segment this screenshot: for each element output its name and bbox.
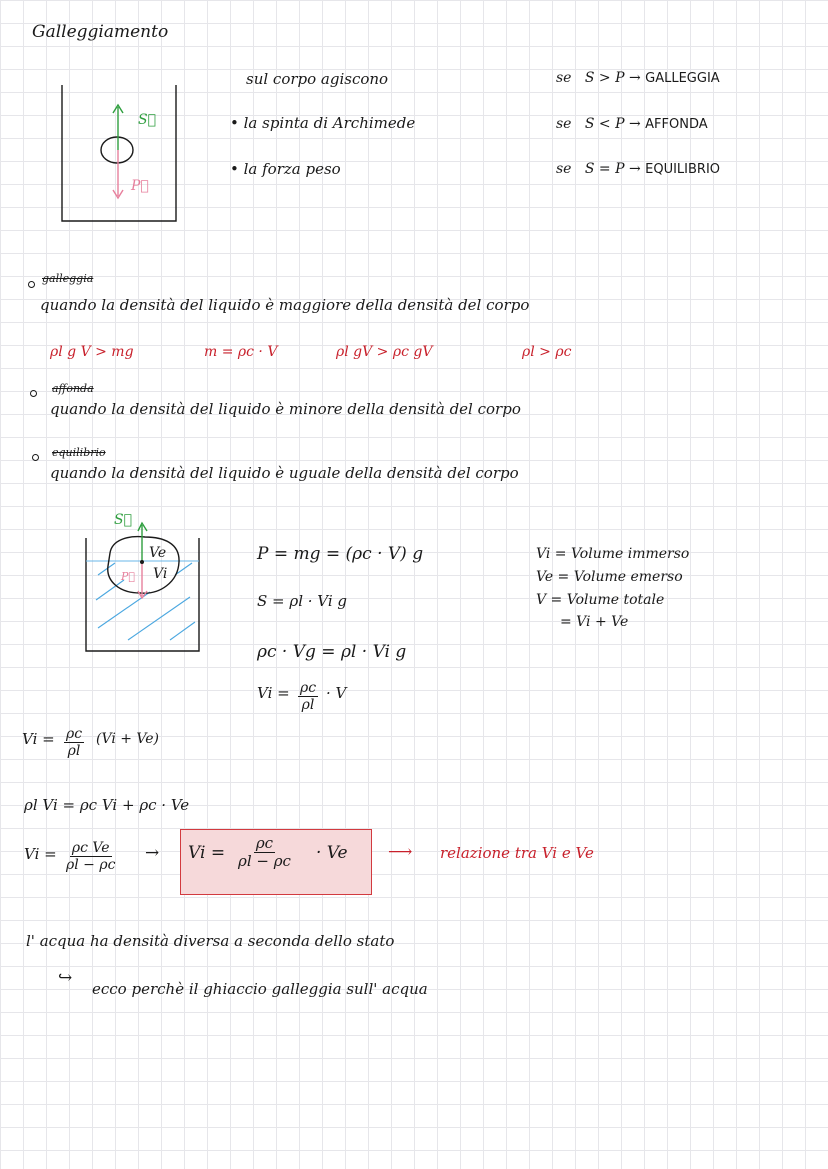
fraction-numerator: ρc [300,680,317,696]
label-vi: Vi [153,566,168,582]
derivation-line1-fraction [64,726,84,759]
bullet-galleggia [28,281,35,288]
forces-intro: sul corpo agiscono [246,70,389,88]
equation-vi-tail: · V [326,684,347,702]
condition-prefix: se [556,161,572,177]
result-lhs: Vi = [188,843,226,863]
condition-relation: S < P [584,116,625,132]
vector-p-label: P⃗ [131,178,149,194]
fraction-numerator: ρc [255,834,274,852]
equation-vi-fraction [298,680,318,713]
force-item-spinta: • la spinta di Archimede [230,114,416,132]
result-fraction [236,835,293,871]
legend-ve: Ve = Volume emerso [536,569,683,585]
condition-relation: S > P [584,70,625,86]
vector-s-label: S⃗ [138,112,156,128]
condition-result: GALLEGGIA [645,71,720,86]
formula-galleggia-4: ρl > ρc [522,344,572,360]
derivation-line3-lhs: Vi = [24,845,57,863]
condition-result: AFFONDA [645,117,708,132]
vector-s-label-2: S⃗ [114,512,132,528]
condition-prefix: se [556,70,572,86]
fraction-denominator: ρl [301,697,315,714]
formula-galleggia-3: ρl gV > ρc gV [336,344,433,360]
fraction-denominator: ρl − ρc [66,857,116,874]
bullet-equilibrio [32,454,39,461]
force-item-peso-text: la forza peso [243,160,341,178]
conclusion-line1: l' acqua ha densità diversa a seconda dello stato [26,932,395,950]
legend-v-sum: = Vi + Ve [560,614,629,630]
derivation-line3-fraction [64,840,117,873]
legend-v: V = Volume totale [536,592,665,608]
condition-arrow: → [628,70,641,86]
force-item-peso: • la forza peso [230,160,341,178]
conclusion-line2: ecco perchè il ghiaccio galleggia sull' acqua [92,980,428,998]
heading-affonda: affonda [52,382,94,395]
page-title: Galleggiamento [32,22,169,42]
formula-galleggia-1: ρl g V > mg [50,344,134,360]
equation-vi-lhs: Vi = [257,684,290,702]
condition-galleggia [556,70,720,86]
condition-result: EQUILIBRIO [645,162,721,177]
partly-immersed-body [108,537,179,594]
vector-p-label-2: P⃗ [121,570,136,583]
legend-vi: Vi = Volume immerso [536,546,690,562]
fraction-numerator: ρc [66,726,83,742]
heading-equilibrio: equilibrio [52,446,106,459]
label-ve: Ve [149,545,167,561]
force-item-spinta-text: la spinta di Archimede [243,114,416,132]
derivation-line1-lhs: Vi = [22,730,55,748]
bullet-affonda [30,390,37,397]
derivation-line1-tail: (Vi + Ve) [96,731,160,747]
derivation-line2: ρl Vi = ρc Vi + ρc · Ve [24,796,190,814]
relation-text: relazione tra Vi e Ve [440,844,594,862]
text-equilibrio: quando la densità del liquido è uguale della densità del corpo [50,464,519,482]
fraction-numerator: ρc Ve [71,840,110,856]
floating-body [101,137,133,163]
text-affonda: quando la densità del liquido è minore della densità del corpo [50,400,521,418]
relation-arrow: ⟶ [388,842,413,862]
conclusion-hook-arrow: ↪ [58,968,73,988]
condition-equilibrio [556,161,720,177]
condition-arrow: → [628,116,641,132]
equation-peso: P = mg = (ρc · V) g [257,544,424,564]
formula-galleggia-2: m = ρc · V [204,344,278,360]
condition-prefix: se [556,116,572,132]
condition-relation: S = P [584,161,625,177]
result-tail: · Ve [316,843,348,863]
equation-equality: ρc · Vg = ρl · Vi g [257,642,407,662]
derivation-arrow: → [145,843,160,863]
container-diagram-2 [86,523,199,651]
condition-affonda [556,116,708,132]
condition-arrow: → [628,161,641,177]
fraction-denominator: ρl [67,743,81,760]
heading-galleggia: galleggia [42,272,94,285]
fraction-denominator: ρl − ρc [238,852,291,871]
container-diagram-1 [62,85,176,221]
equation-spinta: S = ρl · Vi g [257,592,348,610]
text-galleggia: quando la densità del liquido è maggiore della densità del corpo [40,296,530,314]
